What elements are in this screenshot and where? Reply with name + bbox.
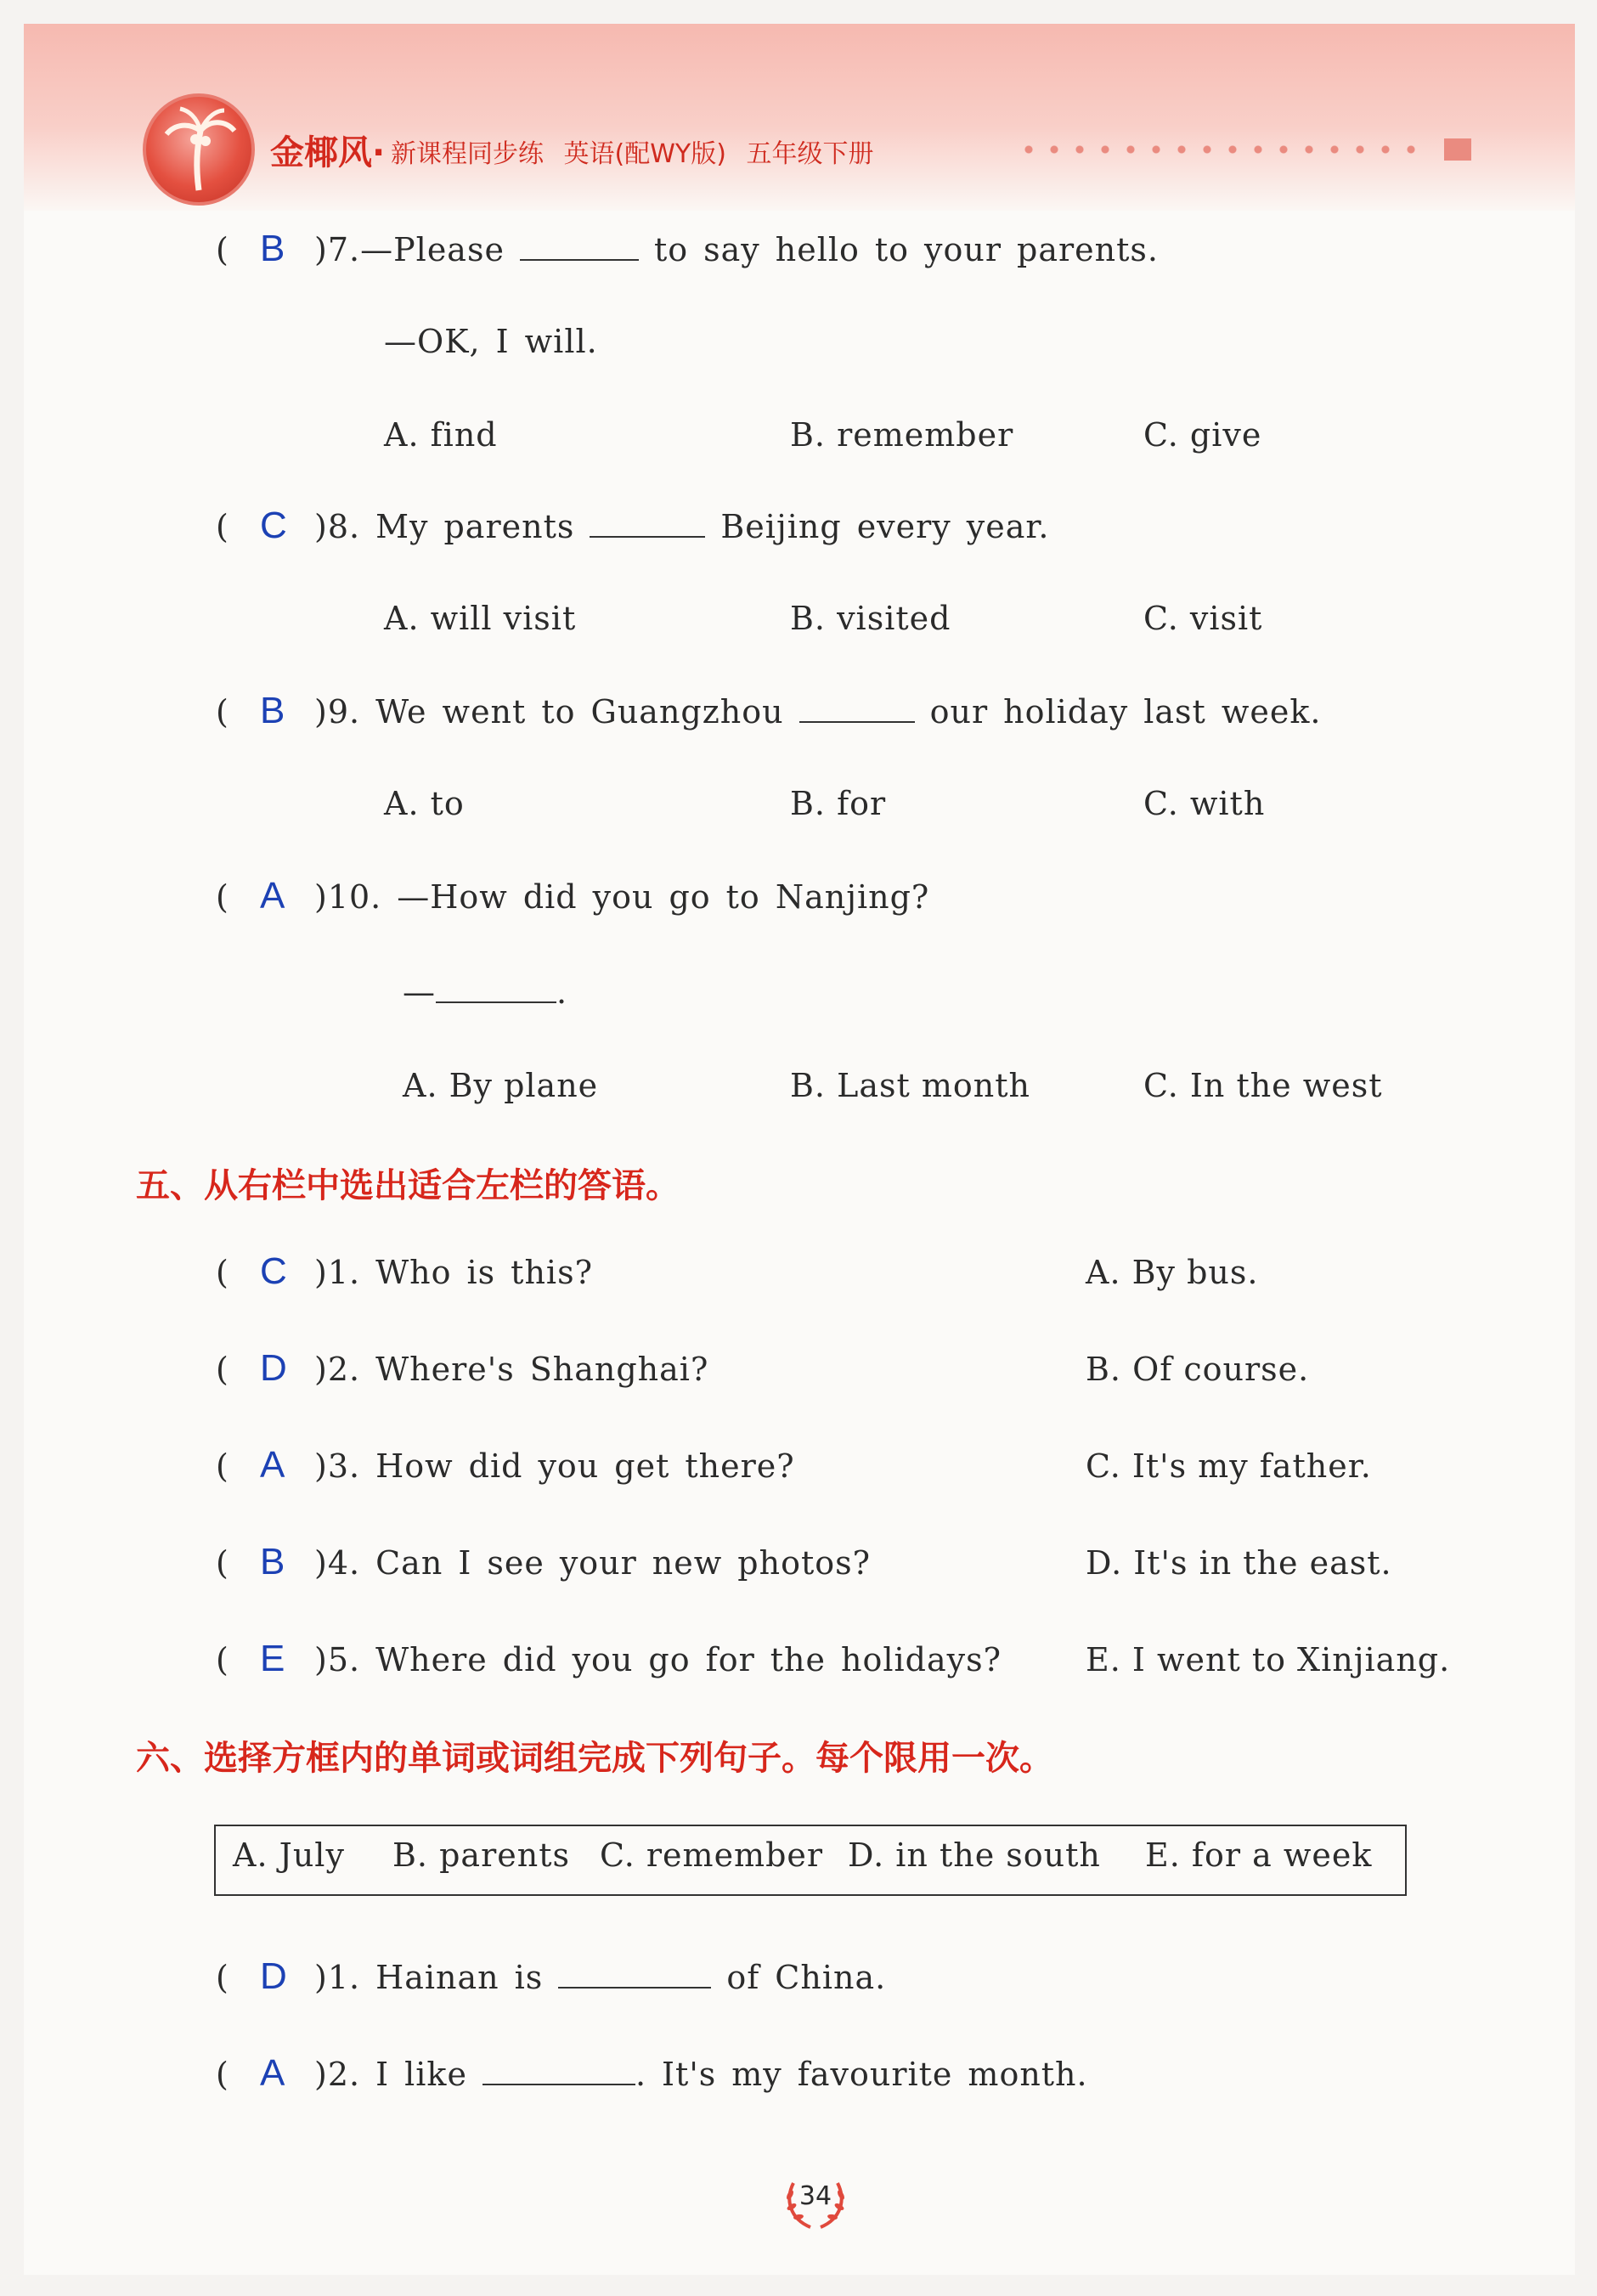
answer-blank — [799, 696, 915, 723]
question-number: )10. — [314, 878, 382, 916]
match-option-d: D. It's in the east. — [1086, 1544, 1392, 1582]
answer-5-1: C — [260, 1250, 287, 1292]
answer-blank — [436, 976, 556, 1003]
answer-blank — [558, 1961, 711, 1989]
fill-question-1: )1. Hainan is of China. — [314, 1959, 887, 1996]
answer-q9: B — [260, 690, 285, 731]
answer-blank — [482, 2058, 635, 2085]
q10-option-a: A. By plane — [403, 1067, 599, 1104]
question-number: )7. — [314, 231, 361, 268]
match-question-2: )2. Where's Shanghai? — [314, 1351, 709, 1388]
answer-blank — [590, 511, 705, 538]
q7-option-b: B. remember — [790, 416, 1014, 454]
q8-option-c: C. visit — [1143, 600, 1263, 637]
question-paren: ( — [216, 878, 229, 916]
word-bank-item: A. July — [233, 1836, 345, 1874]
answer-5-2: D — [260, 1347, 287, 1389]
answer-5-5: E — [260, 1638, 285, 1679]
q8-option-b: B. visited — [790, 600, 951, 637]
question-10-reply: — . — [403, 973, 568, 1011]
question-paren: ( — [216, 1641, 229, 1678]
answer-5-3: A — [260, 1444, 285, 1486]
section-6-title: 六、选择方框内的单词或词组完成下列句子。每个限用一次。 — [136, 1739, 1053, 1778]
question-paren: ( — [216, 231, 229, 268]
q9-option-a: A. to — [384, 785, 465, 822]
page-background — [24, 24, 1575, 2275]
header-end-square — [1444, 138, 1471, 161]
q9-option-b: B. for — [790, 785, 887, 822]
match-option-e: E. I went to Xinjiang. — [1086, 1641, 1451, 1678]
page-number: 34 — [798, 2181, 832, 2211]
match-question-5: )5. Where did you go for the holidays? — [314, 1641, 1002, 1678]
section-5-title: 五、从右栏中选出适合左栏的答语。 — [136, 1166, 680, 1205]
match-option-b: B. Of course. — [1086, 1351, 1310, 1388]
series-name: 新课程同步练 — [391, 139, 544, 169]
question-9: )9. We went to Guangzhou our holiday last week. — [314, 693, 1322, 731]
q10-option-c: C. In the west — [1143, 1067, 1383, 1104]
question-number: )9. — [314, 693, 361, 731]
question-paren: ( — [216, 1447, 229, 1485]
q8-option-a: A. will visit — [384, 600, 577, 637]
question-7-reply: —OK, I will. — [384, 323, 598, 360]
answer-q10: A — [260, 875, 285, 917]
match-question-3: )3. How did you get there? — [314, 1447, 795, 1485]
q7-option-c: C. give — [1143, 416, 1262, 454]
match-question-4: )4. Can I see your new photos? — [314, 1544, 871, 1582]
answer-q7: B — [260, 228, 285, 269]
question-paren: ( — [216, 508, 229, 545]
match-option-c: C. It's my father. — [1086, 1447, 1372, 1485]
brand-title: 金椰风· — [270, 133, 386, 172]
word-bank-item: C. remember — [600, 1836, 824, 1874]
match-question-1: )1. Who is this? — [314, 1254, 593, 1291]
q7-option-a: A. find — [384, 416, 498, 454]
answer-6-2: A — [260, 2052, 285, 2094]
fill-question-2: )2. I like . It's my favourite month. — [314, 2056, 1088, 2093]
question-paren: ( — [216, 1959, 229, 1996]
question-paren: ( — [216, 693, 229, 731]
word-bank-item: E. for a week — [1145, 1836, 1373, 1874]
grade-label: 五年级下册 — [746, 139, 874, 169]
word-bank-item: B. parents — [392, 1836, 570, 1874]
answer-5-4: B — [260, 1541, 285, 1582]
subject-label: 英语(配WY版) — [563, 139, 726, 169]
answer-blank — [520, 234, 639, 261]
q9-option-c: C. with — [1143, 785, 1266, 822]
page-header — [24, 24, 1575, 211]
question-7: )7.—Please to say hello to your parents. — [314, 231, 1159, 268]
question-paren: ( — [216, 2056, 229, 2093]
question-paren: ( — [216, 1544, 229, 1582]
book-series-title — [391, 133, 886, 170]
word-bank-item: D. in the south — [848, 1836, 1101, 1874]
q10-option-b: B. Last month — [790, 1067, 1030, 1104]
question-paren: ( — [216, 1254, 229, 1291]
header-dot-line — [1016, 144, 1424, 155]
answer-6-1: D — [260, 1955, 287, 1997]
palm-tree-logo-icon — [143, 93, 255, 206]
question-10: )10. —How did you go to Nanjing? — [314, 878, 930, 916]
question-number: )8. — [314, 508, 361, 545]
question-8: )8. My parents Beijing every year. — [314, 508, 1050, 545]
question-paren: ( — [216, 1351, 229, 1388]
match-option-a: A. By bus. — [1086, 1254, 1259, 1291]
answer-q8: C — [260, 505, 287, 546]
